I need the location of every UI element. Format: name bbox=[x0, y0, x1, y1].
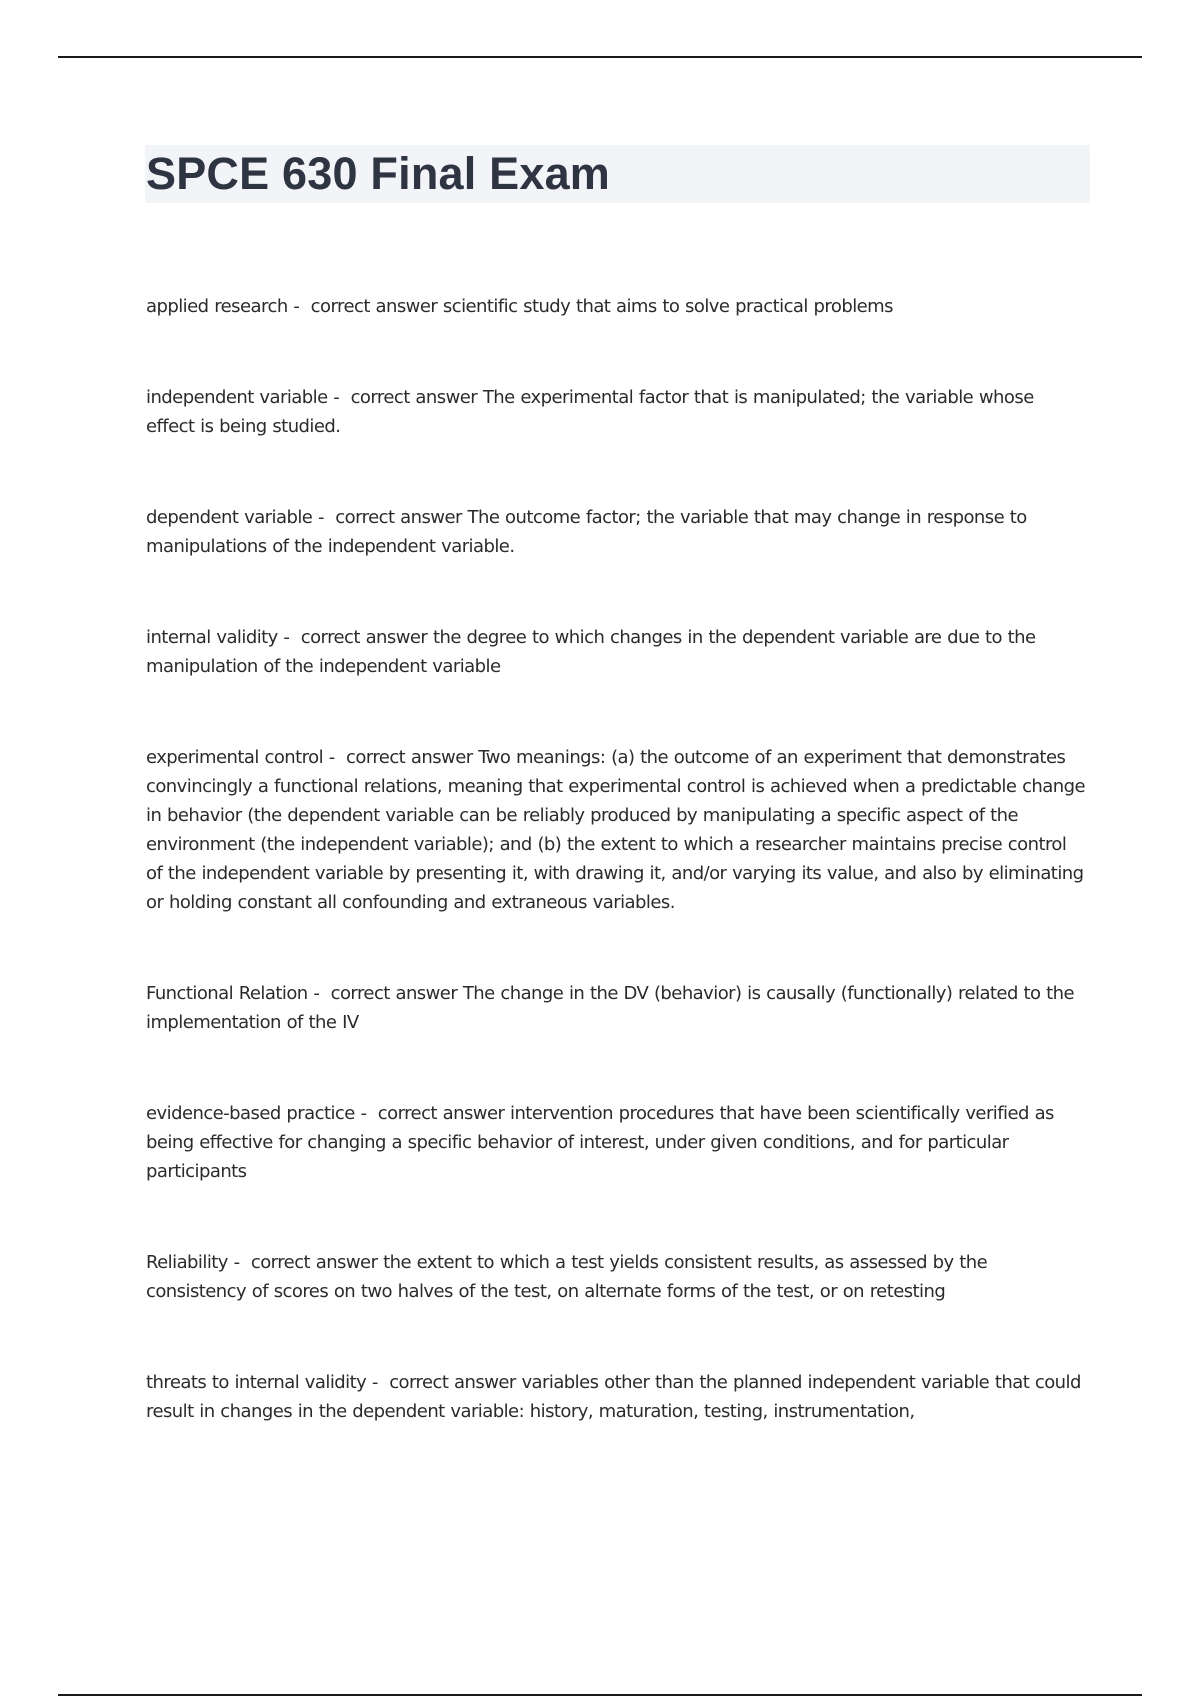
answer-separator: - correct answer bbox=[287, 296, 443, 317]
answer-separator: - correct answer bbox=[277, 627, 433, 648]
flashcard-entry bbox=[146, 383, 1086, 441]
definition: the degree to which changes in the dependent variable are due to the manipulation of the independent variable bbox=[146, 627, 1036, 677]
term: applied research bbox=[146, 296, 288, 317]
definition: the extent to which a test yields consistent results, as assessed by the consistency of scores on two halves of the test, on alternate forms of the test, or on retesting bbox=[146, 1252, 988, 1302]
flashcard-entry bbox=[146, 623, 1086, 681]
flashcard-entry bbox=[146, 743, 1086, 917]
term: Reliability bbox=[146, 1252, 228, 1273]
definition: variables other than the planned independent variable that could result in changes in the dependent variable: history, maturation, testing, instrumentation, bbox=[146, 1372, 1081, 1422]
term: evidence-based practice bbox=[146, 1103, 355, 1124]
term: internal validity bbox=[146, 627, 278, 648]
flashcard-entry bbox=[146, 1248, 1086, 1306]
term: threats to internal validity bbox=[146, 1372, 367, 1393]
page-title: SPCE 630 Final Exam bbox=[146, 148, 611, 199]
definition: The outcome factor; the variable that may change in response to manipulations of the independent variable. bbox=[146, 507, 1027, 557]
term: independent variable bbox=[146, 387, 328, 408]
answer-separator: - correct answer bbox=[227, 1252, 384, 1273]
term: experimental control bbox=[146, 747, 324, 768]
definition: The experimental factor that is manipulated; the variable whose effect is being studied. bbox=[146, 387, 1034, 437]
flashcard-entry bbox=[146, 503, 1086, 561]
bottom-rule bbox=[58, 1694, 1142, 1696]
term: dependent variable bbox=[146, 507, 313, 528]
flashcard-entry bbox=[146, 1368, 1086, 1426]
definition: The change in the DV (behavior) is causally (functionally) related to the implementation of the IV bbox=[146, 983, 1075, 1033]
answer-separator: - correct answer bbox=[307, 983, 463, 1004]
answer-separator: - correct answer bbox=[312, 507, 468, 528]
answer-separator: - correct answer bbox=[327, 387, 483, 408]
definition: intervention procedures that have been scientifically verified as being effective for changing a specific behavior of interest, under given conditions, and for particular participants bbox=[146, 1103, 1054, 1182]
flashcard-entry bbox=[146, 979, 1086, 1037]
answer-separator: - correct answer bbox=[354, 1103, 510, 1124]
answer-separator: - correct answer bbox=[323, 747, 479, 768]
answer-separator: - correct answer bbox=[366, 1372, 522, 1393]
definition: Two meanings: (a) the outcome of an experiment that demonstrates convincingly a functional relations, meaning that experimental control is achieved when a predictable change in behavior (the dependent variable can be reliably produced by manipulating a specific aspect of the environment (the independent variable); and (b) the extent to which a researcher maintains precise control of the independent variable by presenting it, with drawing it, and/or varying its value, and also by eliminating or holding constant all confounding and extraneous variables. bbox=[146, 747, 1086, 913]
flashcard-entry bbox=[146, 292, 1086, 321]
flashcard-list bbox=[146, 292, 1086, 1488]
top-rule bbox=[58, 56, 1142, 58]
definition: scientific study that aims to solve practical problems bbox=[442, 296, 893, 317]
term: Functional Relation bbox=[146, 983, 308, 1004]
flashcard-entry bbox=[146, 1099, 1086, 1186]
